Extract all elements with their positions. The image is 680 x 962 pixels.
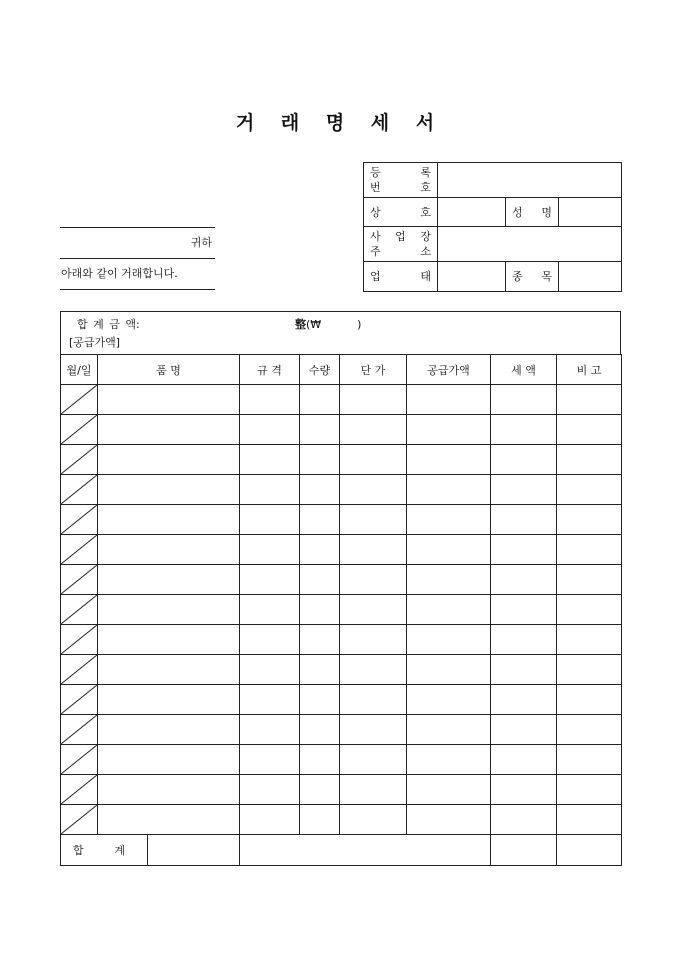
cell-tax[interactable] bbox=[491, 535, 557, 565]
cell-spec[interactable] bbox=[240, 655, 300, 685]
cell-remarks[interactable] bbox=[557, 685, 622, 715]
cell-tax[interactable] bbox=[491, 565, 557, 595]
item-row bbox=[61, 775, 622, 805]
item-row bbox=[61, 565, 622, 595]
cell-supply-value[interactable] bbox=[407, 415, 491, 445]
reg-no-field[interactable] bbox=[438, 163, 622, 198]
cell-item-name[interactable] bbox=[98, 535, 240, 565]
items-table bbox=[60, 354, 622, 866]
cell-supply-value[interactable] bbox=[407, 805, 491, 835]
total-amount-won[interactable]: 整(₩ ) bbox=[295, 318, 362, 331]
cell-quantity[interactable] bbox=[300, 415, 340, 445]
header-supply-value: 공급가액 bbox=[407, 355, 491, 385]
item-row bbox=[61, 475, 622, 505]
total-supply-field[interactable] bbox=[240, 835, 491, 866]
cell-spec[interactable] bbox=[240, 445, 300, 475]
business-item-label: 종 목 bbox=[506, 262, 559, 292]
cell-tax[interactable] bbox=[491, 775, 557, 805]
item-row bbox=[61, 535, 622, 565]
cell-supply-value[interactable] bbox=[407, 655, 491, 685]
document-title: 거 래 명 세 서 bbox=[235, 112, 445, 134]
cell-spec[interactable] bbox=[240, 385, 300, 415]
cell-item-name[interactable] bbox=[98, 685, 240, 715]
cell-quantity[interactable] bbox=[300, 505, 340, 535]
cell-supply-value[interactable] bbox=[407, 685, 491, 715]
cell-tax[interactable] bbox=[491, 685, 557, 715]
cell-remarks[interactable] bbox=[557, 595, 622, 625]
cell-supply-value[interactable] bbox=[407, 565, 491, 595]
item-row bbox=[61, 445, 622, 475]
cell-spec[interactable] bbox=[240, 565, 300, 595]
cell-date[interactable] bbox=[61, 745, 98, 775]
cell-date[interactable] bbox=[61, 595, 98, 625]
item-row bbox=[61, 655, 622, 685]
cell-unit-price[interactable] bbox=[340, 745, 407, 775]
cell-date[interactable] bbox=[61, 715, 98, 745]
cell-supply-value[interactable] bbox=[407, 445, 491, 475]
header-date: 월/일 bbox=[61, 355, 98, 385]
cell-unit-price[interactable] bbox=[340, 655, 407, 685]
cell-tax[interactable] bbox=[491, 715, 557, 745]
cell-supply-value[interactable] bbox=[407, 535, 491, 565]
recipient-block bbox=[60, 227, 215, 290]
cell-date[interactable] bbox=[61, 505, 98, 535]
cell-date[interactable] bbox=[61, 655, 98, 685]
diagonal-line bbox=[61, 415, 97, 444]
cell-date[interactable] bbox=[61, 625, 98, 655]
cell-unit-price[interactable] bbox=[340, 595, 407, 625]
cell-remarks[interactable] bbox=[557, 445, 622, 475]
cell-unit-price[interactable] bbox=[340, 625, 407, 655]
diagonal-line bbox=[61, 715, 97, 744]
cell-item-name[interactable] bbox=[98, 595, 240, 625]
cell-spec[interactable] bbox=[240, 595, 300, 625]
business-item-field[interactable] bbox=[559, 262, 622, 292]
item-row bbox=[61, 715, 622, 745]
item-row bbox=[61, 595, 622, 625]
header-spec: 규 격 bbox=[240, 355, 300, 385]
items-header-row bbox=[61, 355, 622, 385]
cell-quantity[interactable] bbox=[300, 475, 340, 505]
cell-spec[interactable] bbox=[240, 505, 300, 535]
cell-quantity[interactable] bbox=[300, 715, 340, 745]
cell-item-name[interactable] bbox=[98, 415, 240, 445]
cell-remarks[interactable] bbox=[557, 625, 622, 655]
cell-spec[interactable] bbox=[240, 535, 300, 565]
cell-item-name[interactable] bbox=[98, 385, 240, 415]
cell-spec[interactable] bbox=[240, 475, 300, 505]
cell-unit-price[interactable] bbox=[340, 775, 407, 805]
diagonal-line bbox=[61, 505, 97, 534]
cell-tax[interactable] bbox=[491, 745, 557, 775]
cell-date[interactable] bbox=[61, 535, 98, 565]
cell-supply-value[interactable] bbox=[407, 625, 491, 655]
cell-quantity[interactable] bbox=[300, 535, 340, 565]
cell-tax[interactable] bbox=[491, 805, 557, 835]
cell-tax[interactable] bbox=[491, 415, 557, 445]
supply-value-label: [공급가액] bbox=[69, 336, 121, 349]
cell-item-name[interactable] bbox=[98, 805, 240, 835]
cell-item-name[interactable] bbox=[98, 505, 240, 535]
address-label: 사 업 장 주 소 bbox=[364, 227, 438, 262]
cell-quantity[interactable] bbox=[300, 385, 340, 415]
diagonal-line bbox=[61, 385, 97, 414]
cell-item-name[interactable] bbox=[98, 745, 240, 775]
name-label: 성 명 bbox=[506, 198, 559, 227]
recipient-suffix: 귀하 bbox=[190, 236, 212, 249]
cell-unit-price[interactable] bbox=[340, 535, 407, 565]
cell-remarks[interactable] bbox=[557, 415, 622, 445]
cell-tax[interactable] bbox=[491, 475, 557, 505]
item-row bbox=[61, 415, 622, 445]
cell-item-name[interactable] bbox=[98, 775, 240, 805]
cell-spec[interactable] bbox=[240, 415, 300, 445]
cell-supply-value[interactable] bbox=[407, 745, 491, 775]
total-amount-label: 합 계 금 액: bbox=[77, 318, 140, 331]
cell-date[interactable] bbox=[61, 475, 98, 505]
cell-date[interactable] bbox=[61, 445, 98, 475]
cell-quantity[interactable] bbox=[300, 565, 340, 595]
cell-unit-price[interactable] bbox=[340, 715, 407, 745]
item-row bbox=[61, 625, 622, 655]
cell-item-name[interactable] bbox=[98, 475, 240, 505]
total-desc-field[interactable] bbox=[148, 835, 239, 865]
company-field[interactable] bbox=[438, 198, 506, 227]
diagonal-line bbox=[61, 685, 97, 714]
cell-tax[interactable] bbox=[491, 595, 557, 625]
diagonal-line bbox=[61, 565, 97, 594]
header-quantity: 수량 bbox=[300, 355, 340, 385]
cell-spec[interactable] bbox=[240, 805, 300, 835]
cell-quantity[interactable] bbox=[300, 745, 340, 775]
cell-quantity[interactable] bbox=[300, 625, 340, 655]
total-row-cell bbox=[61, 835, 240, 866]
cell-item-name[interactable] bbox=[98, 625, 240, 655]
cell-remarks[interactable] bbox=[557, 655, 622, 685]
cell-supply-value[interactable] bbox=[407, 475, 491, 505]
cell-supply-value[interactable] bbox=[407, 595, 491, 625]
name-field[interactable] bbox=[559, 198, 622, 227]
cell-remarks[interactable] bbox=[557, 535, 622, 565]
cell-quantity[interactable] bbox=[300, 595, 340, 625]
cell-date[interactable] bbox=[61, 565, 98, 595]
item-row bbox=[61, 685, 622, 715]
cell-tax[interactable] bbox=[491, 385, 557, 415]
supplier-info-table bbox=[363, 162, 622, 292]
cell-unit-price[interactable] bbox=[340, 415, 407, 445]
cell-remarks[interactable] bbox=[557, 745, 622, 775]
cell-remarks[interactable] bbox=[557, 715, 622, 745]
cell-quantity[interactable] bbox=[300, 805, 340, 835]
cell-supply-value[interactable] bbox=[407, 385, 491, 415]
cell-date[interactable] bbox=[61, 415, 98, 445]
cell-supply-value[interactable] bbox=[407, 775, 491, 805]
cell-spec[interactable] bbox=[240, 625, 300, 655]
cell-supply-value[interactable] bbox=[407, 505, 491, 535]
item-row bbox=[61, 745, 622, 775]
item-row bbox=[61, 505, 622, 535]
cell-unit-price[interactable] bbox=[340, 805, 407, 835]
cell-tax[interactable] bbox=[491, 655, 557, 685]
cell-tax[interactable] bbox=[491, 625, 557, 655]
cell-spec[interactable] bbox=[240, 685, 300, 715]
cell-tax[interactable] bbox=[491, 505, 557, 535]
total-row-label: 합 계 bbox=[61, 835, 148, 865]
cell-unit-price[interactable] bbox=[340, 505, 407, 535]
total-tax-field[interactable] bbox=[491, 835, 557, 866]
cell-remarks[interactable] bbox=[557, 475, 622, 505]
diagonal-line bbox=[61, 775, 97, 804]
header-tax: 세 액 bbox=[491, 355, 557, 385]
diagonal-line bbox=[61, 595, 97, 624]
statement-line bbox=[60, 259, 215, 290]
cell-unit-price[interactable] bbox=[340, 565, 407, 595]
cell-item-name[interactable] bbox=[98, 655, 240, 685]
cell-item-name[interactable] bbox=[98, 565, 240, 595]
diagonal-line bbox=[61, 625, 97, 654]
recipient-field[interactable] bbox=[60, 227, 215, 259]
cell-remarks[interactable] bbox=[557, 505, 622, 535]
diagonal-line bbox=[61, 535, 97, 564]
cell-remarks[interactable] bbox=[557, 385, 622, 415]
header-item-name: 품 명 bbox=[98, 355, 240, 385]
company-label: 상 호 bbox=[364, 198, 438, 227]
diagonal-line bbox=[61, 805, 97, 834]
diagonal-line bbox=[61, 475, 97, 504]
cell-spec[interactable] bbox=[240, 715, 300, 745]
cell-quantity[interactable] bbox=[300, 445, 340, 475]
cell-unit-price[interactable] bbox=[340, 445, 407, 475]
cell-supply-value[interactable] bbox=[407, 715, 491, 745]
header-unit-price: 단 가 bbox=[340, 355, 407, 385]
item-row bbox=[61, 805, 622, 835]
total-remarks-field[interactable] bbox=[557, 835, 622, 866]
cell-remarks[interactable] bbox=[557, 805, 622, 835]
cell-spec[interactable] bbox=[240, 745, 300, 775]
business-type-label: 업 태 bbox=[364, 262, 438, 292]
header-remarks: 비 고 bbox=[557, 355, 622, 385]
cell-unit-price[interactable] bbox=[340, 385, 407, 415]
address-field[interactable] bbox=[438, 227, 622, 262]
total-amount-box bbox=[60, 311, 621, 355]
cell-date[interactable] bbox=[61, 385, 98, 415]
cell-item-name[interactable] bbox=[98, 715, 240, 745]
diagonal-line bbox=[61, 445, 97, 474]
cell-unit-price[interactable] bbox=[340, 685, 407, 715]
cell-date[interactable] bbox=[61, 685, 98, 715]
reg-no-label: 등 록 번 호 bbox=[364, 163, 438, 198]
cell-remarks[interactable] bbox=[557, 565, 622, 595]
statement-text: 아래와 같이 거래합니다. bbox=[61, 267, 178, 280]
cell-date[interactable] bbox=[61, 805, 98, 835]
item-row bbox=[61, 385, 622, 415]
cell-quantity[interactable] bbox=[300, 775, 340, 805]
cell-item-name[interactable] bbox=[98, 445, 240, 475]
cell-unit-price[interactable] bbox=[340, 475, 407, 505]
cell-quantity[interactable] bbox=[300, 685, 340, 715]
diagonal-line bbox=[61, 655, 97, 684]
cell-remarks[interactable] bbox=[557, 775, 622, 805]
cell-spec[interactable] bbox=[240, 775, 300, 805]
cell-quantity[interactable] bbox=[300, 655, 340, 685]
cell-tax[interactable] bbox=[491, 445, 557, 475]
diagonal-line bbox=[61, 745, 97, 774]
items-total-row bbox=[61, 835, 622, 866]
business-type-field[interactable] bbox=[438, 262, 506, 292]
cell-date[interactable] bbox=[61, 775, 98, 805]
